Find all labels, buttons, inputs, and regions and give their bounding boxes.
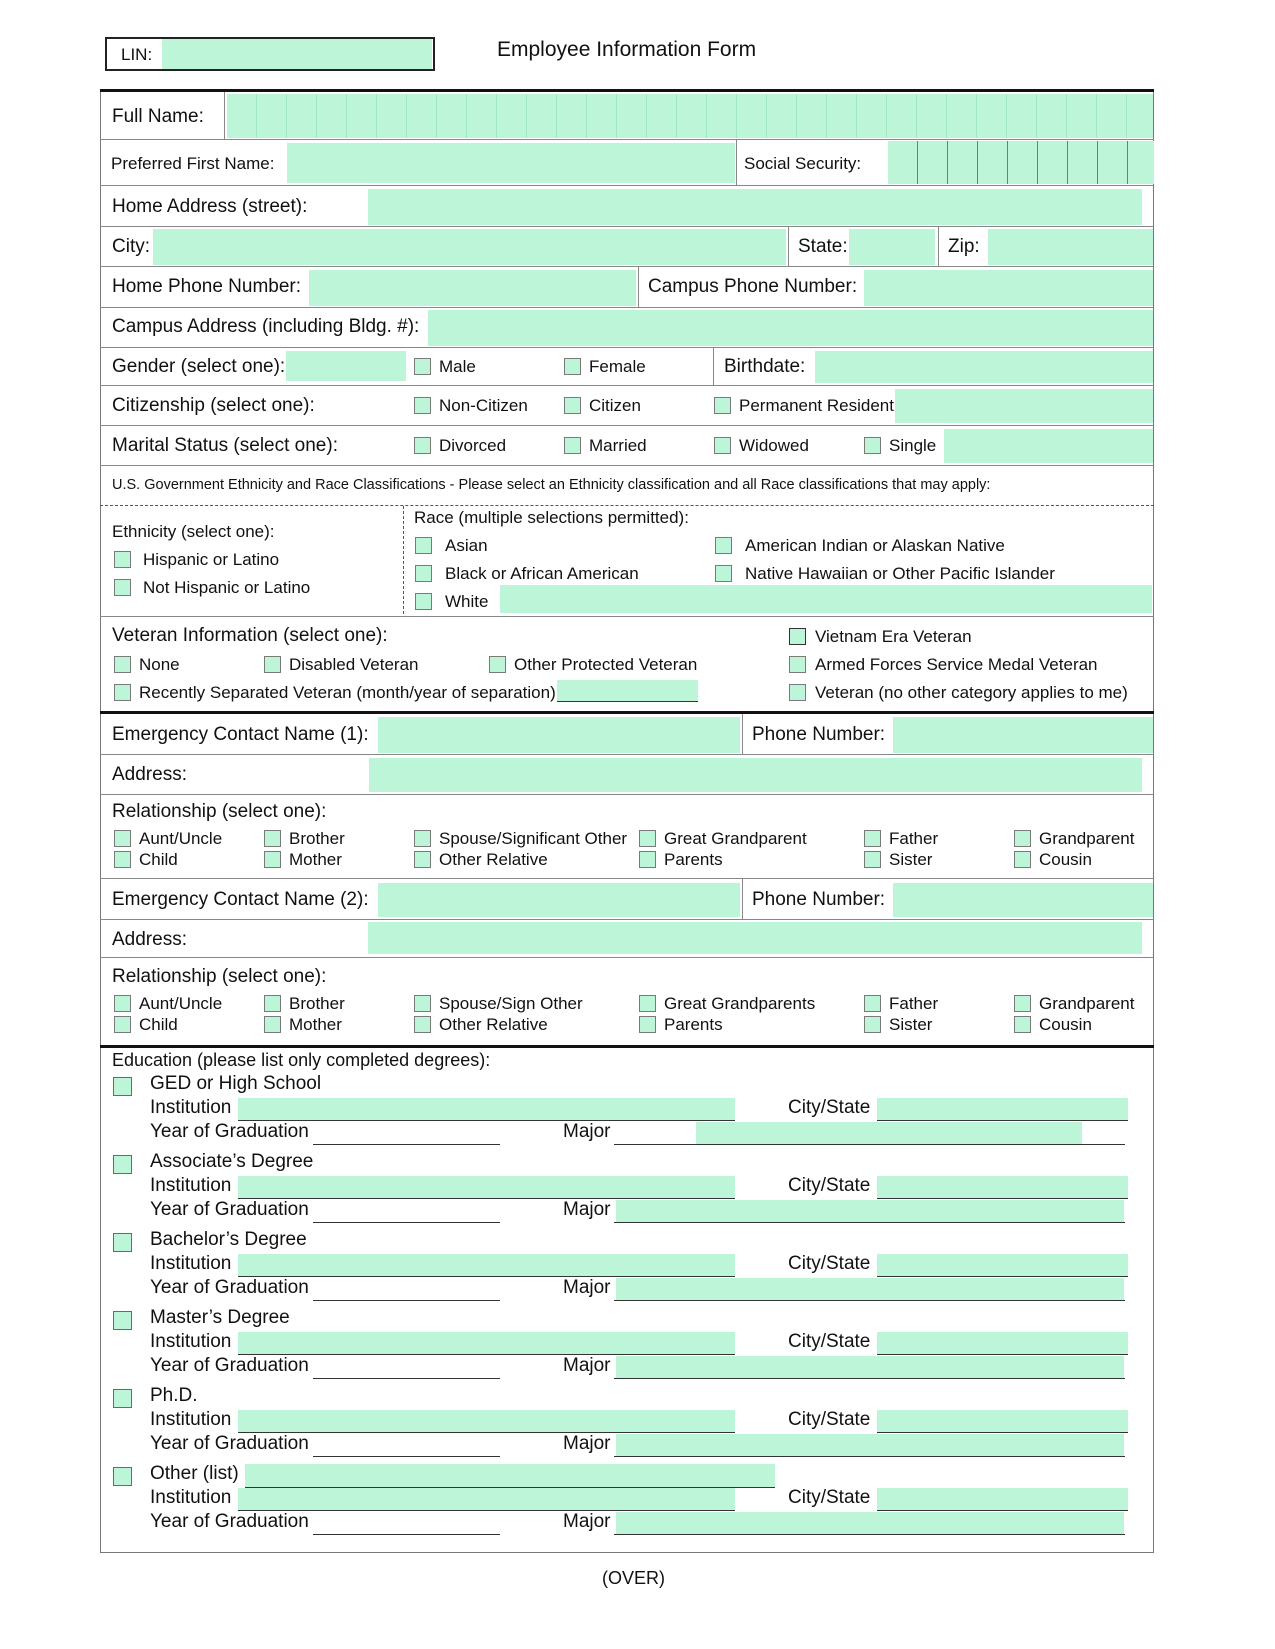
degree-3-label: Master’s Degree [150, 1307, 290, 1328]
emergency2-relationship-option-7-label: Parents [664, 1015, 723, 1034]
degree-5-major-field[interactable] [616, 1512, 1124, 1534]
emergency1-relationship-option-3-label: Mother [289, 850, 342, 869]
degree-2-checkbox[interactable] [113, 1233, 132, 1252]
veteran-armed-forces-label: Armed Forces Service Medal Veteran [815, 655, 1098, 674]
veteran-vietnam-checkbox[interactable] [789, 628, 806, 645]
emergency2-relationship-option-11-checkbox[interactable] [1014, 1016, 1031, 1033]
veteran-rule [100, 711, 1154, 714]
degree-4-major-label: Major [563, 1433, 611, 1454]
degree-3-major-field[interactable] [616, 1356, 1124, 1378]
degree-2-year-label: Year of Graduation [150, 1277, 309, 1298]
emergency2-relationship-option-5-checkbox[interactable] [414, 1016, 431, 1033]
degree-0-city-state-label: City/State [788, 1097, 871, 1118]
race-hawaiian-label: Native Hawaiian or Other Pacific Islander [745, 564, 1055, 583]
degree-4-major-underline [614, 1456, 1125, 1457]
emergency2-relationship-option-6-checkbox[interactable] [639, 995, 656, 1012]
emergency1-relationship-option-11-label: Cousin [1039, 850, 1092, 869]
emergency1-relationship-option-4-checkbox[interactable] [414, 830, 431, 847]
degree-5-year-underline [313, 1534, 500, 1535]
birthdate-field[interactable] [815, 351, 1153, 383]
degree-4-institution-label: Institution [150, 1409, 232, 1430]
degree-3-major-label: Major [563, 1355, 611, 1376]
degree-3-year-label: Year of Graduation [150, 1355, 309, 1376]
degree-3-major-underline [614, 1378, 1125, 1379]
ethnicity-dashed-rule [100, 505, 1154, 506]
degree-0-institution-field[interactable] [238, 1098, 735, 1121]
campus-address-label: Campus Address (including Bldg. #): [112, 316, 420, 337]
degree-3-checkbox[interactable] [113, 1311, 132, 1330]
degree-1-year-label: Year of Graduation [150, 1199, 309, 1220]
race-black-checkbox[interactable] [415, 565, 432, 582]
degree-5-name-field[interactable] [245, 1464, 775, 1488]
degree-4-checkbox[interactable] [113, 1389, 132, 1408]
degree-3-year-underline [313, 1378, 500, 1379]
ethnicity-not-hispanic-label: Not Hispanic or Latino [143, 578, 311, 597]
race-asian-label: Asian [445, 536, 488, 555]
emergency1-relationship-label: Relationship (select one): [112, 801, 327, 822]
home-phone-field[interactable] [309, 270, 636, 306]
emergency1-relationship-option-10-label: Grandparent [1039, 829, 1135, 848]
zip-field[interactable] [988, 229, 1153, 265]
degree-4-major-field[interactable] [616, 1434, 1124, 1456]
ssn-field[interactable] [888, 141, 1154, 184]
emergency1-name-label: Emergency Contact Name (1): [112, 724, 369, 745]
veteran-recently-separated-label: Recently Separated Veteran (month/year of separation) [139, 683, 556, 702]
degree-5-institution-label: Institution [150, 1487, 232, 1508]
ethnicity-intro: U.S. Government Ethnicity and Race Classifications - Please select an Ethnicity classification and all Race classifications that may apply: [112, 477, 991, 493]
emergency1-relationship-option-2-checkbox[interactable] [264, 830, 281, 847]
citizenship-field[interactable] [895, 389, 1153, 423]
ethnicity-label: Ethnicity (select one): [112, 522, 275, 541]
ethnicity-not-hispanic-checkbox[interactable] [114, 579, 131, 596]
emergency1-relationship-option-1-checkbox[interactable] [114, 851, 131, 868]
emergency1-relationship-option-3-checkbox[interactable] [264, 851, 281, 868]
degree-4-city-state-label: City/State [788, 1409, 871, 1430]
emergency2-relationship-option-10-checkbox[interactable] [1014, 995, 1031, 1012]
gender-label: Gender (select one): [112, 356, 286, 377]
degree-5-institution-field[interactable] [238, 1488, 735, 1511]
degree-2-institution-label: Institution [150, 1253, 232, 1274]
citizenship-noncitizen-label: Non-Citizen [439, 396, 528, 415]
citizenship-citizen-label: Citizen [589, 396, 641, 415]
lin-field[interactable] [162, 39, 432, 69]
emergency1-relationship-option-4-label: Spouse/Significant Other [439, 829, 628, 848]
emergency2-name-field[interactable] [378, 883, 740, 917]
degree-4-year-label: Year of Graduation [150, 1433, 309, 1454]
veteran-none-label: None [139, 655, 180, 674]
emergency2-relationship-option-0-checkbox[interactable] [114, 995, 131, 1012]
emergency1-relationship-option-0-checkbox[interactable] [114, 830, 131, 847]
veteran-disabled-label: Disabled Veteran [289, 655, 419, 674]
degree-2-major-underline [614, 1300, 1125, 1301]
home-phone-label: Home Phone Number: [112, 276, 302, 297]
degree-3-institution-label: Institution [150, 1331, 232, 1352]
veteran-none-checkbox[interactable] [114, 656, 131, 673]
race-white-checkbox[interactable] [415, 593, 432, 610]
veteran-armed-forces-checkbox[interactable] [789, 656, 806, 673]
degree-1-institution-field[interactable] [238, 1176, 735, 1199]
marital-widowed-label: Widowed [739, 436, 809, 455]
emergency2-address-label: Address: [112, 929, 187, 950]
emergency1-address-field[interactable] [369, 758, 1142, 792]
emergency1-relationship-option-5-label: Other Relative [439, 850, 548, 869]
emergency2-phone-label: Phone Number: [752, 889, 886, 910]
degree-1-label: Associate’s Degree [150, 1151, 314, 1172]
preferred-name-field[interactable] [287, 143, 735, 183]
birthdate-label: Birthdate: [724, 356, 806, 377]
emergency2-address-field[interactable] [368, 922, 1142, 954]
degree-5-city-state-field[interactable] [877, 1488, 1128, 1511]
emergency1-relationship-option-9-checkbox[interactable] [864, 851, 881, 868]
marital-divorced-label: Divorced [439, 436, 507, 455]
emergency1-address-label: Address: [112, 764, 187, 785]
degree-0-institution-label: Institution [150, 1097, 232, 1118]
degree-2-major-field[interactable] [616, 1278, 1124, 1300]
education-label: Education (please list only completed degrees): [112, 1050, 491, 1070]
degree-2-city-state-label: City/State [788, 1253, 871, 1274]
veteran-disabled-checkbox[interactable] [264, 656, 281, 673]
emergency1-phone-field[interactable] [893, 717, 1153, 753]
ethnicity-hispanic-label: Hispanic or Latino [143, 550, 280, 569]
emergency2-relationship-option-9-label: Sister [889, 1015, 933, 1034]
emergency1-relationship-option-8-label: Father [889, 829, 939, 848]
citizenship-noncitizen-checkbox[interactable] [414, 397, 431, 414]
citizenship-citizen-checkbox[interactable] [564, 397, 581, 414]
home-address-label: Home Address (street): [112, 196, 308, 217]
ethnicity-hispanic-checkbox[interactable] [114, 551, 131, 568]
degree-2-city-state-field[interactable] [877, 1254, 1128, 1277]
veteran-label: Veteran Information (select one): [112, 625, 388, 646]
emergency1-relationship-option-11-checkbox[interactable] [1014, 851, 1031, 868]
emergency2-relationship-option-9-checkbox[interactable] [864, 1016, 881, 1033]
home-address-field[interactable] [368, 189, 1142, 225]
gender-field[interactable] [286, 351, 406, 381]
degree-3-city-state-field[interactable] [877, 1332, 1128, 1355]
emergency2-relationship-option-1-checkbox[interactable] [114, 1016, 131, 1033]
race-black-label: Black or African American [445, 564, 639, 583]
full-name-label: Full Name: [112, 106, 204, 127]
emergency2-relationship-option-8-label: Father [889, 994, 939, 1013]
emergency2-relationship-option-3-label: Mother [289, 1015, 342, 1034]
emergency2-relationship-option-11-label: Cousin [1039, 1015, 1092, 1034]
emergency2-relationship-option-4-checkbox[interactable] [414, 995, 431, 1012]
degree-2-major-label: Major [563, 1277, 611, 1298]
emergency2-relationship-option-4-label: Spouse/Sign Other [439, 994, 583, 1013]
emergency2-relationship-option-2-label: Brother [289, 994, 345, 1013]
marital-label: Marital Status (select one): [112, 435, 338, 456]
degree-5-year-label: Year of Graduation [150, 1511, 309, 1532]
race-american-indian-checkbox[interactable] [715, 537, 732, 554]
emergency2-relationship-option-5-label: Other Relative [439, 1015, 548, 1034]
degree-4-institution-field[interactable] [238, 1410, 735, 1433]
veteran-no-other-checkbox[interactable] [789, 684, 806, 701]
emergency2-relationship-option-1-label: Child [139, 1015, 178, 1034]
marital-divorced-checkbox[interactable] [414, 437, 431, 454]
emergency2-phone-field[interactable] [893, 883, 1153, 917]
degree-0-major-label: Major [563, 1121, 611, 1142]
over-note: (OVER) [602, 1568, 665, 1588]
race-american-indian-label: American Indian or Alaskan Native [745, 536, 1005, 555]
ethnicity-dashed-divider [403, 506, 404, 614]
degree-0-year-label: Year of Graduation [150, 1121, 309, 1142]
lin-label: LIN: [121, 45, 153, 64]
emergency2-relationship-option-0-label: Aunt/Uncle [139, 994, 223, 1013]
degree-1-institution-label: Institution [150, 1175, 232, 1196]
ssn-label: Social Security: [744, 154, 862, 173]
degree-2-year-underline [313, 1300, 500, 1301]
degree-3-institution-field[interactable] [238, 1332, 735, 1355]
city-field[interactable] [153, 229, 786, 265]
emergency1-relationship-option-8-checkbox[interactable] [864, 830, 881, 847]
state-label: State: [798, 236, 848, 257]
marital-single-label: Single [889, 436, 937, 455]
citizenship-resident-label: Permanent Resident [739, 396, 894, 415]
gender-female-checkbox[interactable] [564, 358, 581, 375]
degree-4-city-state-field[interactable] [877, 1410, 1128, 1433]
emergency1-relationship-option-5-checkbox[interactable] [414, 851, 431, 868]
emergency2-name-label: Emergency Contact Name (2): [112, 889, 369, 910]
veteran-other-protected-checkbox[interactable] [489, 656, 506, 673]
degree-1-city-state-label: City/State [788, 1175, 871, 1196]
race-asian-checkbox[interactable] [415, 537, 432, 554]
degree-1-checkbox[interactable] [113, 1155, 132, 1174]
degree-1-major-underline [614, 1222, 1125, 1223]
full-name-field[interactable] [227, 94, 1153, 138]
emergency2-relationship-label: Relationship (select one): [112, 966, 327, 987]
emergency1-relationship-option-0-label: Aunt/Uncle [139, 829, 223, 848]
emergency1-phone-label: Phone Number: [752, 724, 886, 745]
emergency1-relationship-option-6-label: Great Grandparent [664, 829, 807, 848]
veteran-no-other-label: Veteran (no other category applies to me) [815, 683, 1128, 702]
veteran-separation-date-field[interactable] [557, 680, 698, 702]
race-hawaiian-checkbox[interactable] [715, 565, 732, 582]
veteran-recently-separated-checkbox[interactable] [114, 684, 131, 701]
marital-widowed-checkbox[interactable] [714, 437, 731, 454]
marital-married-checkbox[interactable] [564, 437, 581, 454]
veteran-other-protected-label: Other Protected Veteran [514, 655, 698, 674]
emergency2-relationship-option-10-label: Grandparent [1039, 994, 1135, 1013]
degree-5-major-underline [614, 1534, 1125, 1535]
degree-0-year-underline [313, 1144, 500, 1145]
emergency2-relationship-option-3-checkbox[interactable] [264, 1016, 281, 1033]
degree-0-city-state-field[interactable] [877, 1098, 1128, 1121]
campus-address-field[interactable] [428, 310, 1153, 346]
campus-phone-field[interactable] [864, 270, 1153, 306]
zip-label: Zip: [948, 236, 980, 257]
degree-0-checkbox[interactable] [113, 1077, 132, 1096]
emergency2-relationship-option-2-checkbox[interactable] [264, 995, 281, 1012]
gender-male-checkbox[interactable] [414, 358, 431, 375]
degree-1-year-underline [313, 1222, 500, 1223]
degree-1-major-field[interactable] [616, 1200, 1124, 1222]
degree-5-label: Other (list) [150, 1463, 239, 1484]
degree-0-major-underline [614, 1144, 1125, 1145]
emergency1-relationship-option-2-label: Brother [289, 829, 345, 848]
gender-male-label: Male [439, 357, 476, 376]
citizenship-resident-checkbox[interactable] [714, 397, 731, 414]
emergency2-relationship-option-7-checkbox[interactable] [639, 1016, 656, 1033]
marital-married-label: Married [589, 436, 647, 455]
race-white-label: White [445, 592, 489, 611]
campus-phone-label: Campus Phone Number: [648, 276, 858, 297]
degree-1-major-label: Major [563, 1199, 611, 1220]
page-title: Employee Information Form [497, 38, 757, 61]
degree-5-major-label: Major [563, 1511, 611, 1532]
gender-female-label: Female [589, 357, 646, 376]
degree-0-label: GED or High School [150, 1073, 322, 1094]
emergency1-relationship-option-1-label: Child [139, 850, 178, 869]
degree-5-city-state-label: City/State [788, 1487, 871, 1508]
degree-2-label: Bachelor’s Degree [150, 1229, 307, 1250]
preferred-name-label: Preferred First Name: [111, 154, 275, 173]
degree-3-city-state-label: City/State [788, 1331, 871, 1352]
degree-2-institution-field[interactable] [238, 1254, 735, 1277]
emergency1-relationship-option-10-checkbox[interactable] [1014, 830, 1031, 847]
emergency2-relationship-option-6-label: Great Grandparents [664, 994, 816, 1013]
education-rule [100, 1045, 1154, 1048]
emergency1-relationship-option-9-label: Sister [889, 850, 933, 869]
veteran-vietnam-label: Vietnam Era Veteran [815, 627, 972, 646]
marital-field[interactable] [944, 429, 1153, 463]
degree-4-label: Ph.D. [150, 1385, 198, 1406]
marital-single-checkbox[interactable] [864, 437, 881, 454]
emergency1-name-field[interactable] [378, 717, 740, 753]
race-field[interactable] [500, 585, 1152, 613]
citizenship-label: Citizenship (select one): [112, 395, 315, 416]
degree-1-city-state-field[interactable] [877, 1176, 1128, 1199]
degree-0-major-field[interactable] [696, 1122, 1082, 1144]
emergency1-relationship-option-7-label: Parents [664, 850, 723, 869]
city-label: City: [112, 236, 150, 257]
top-rule [100, 89, 1154, 92]
degree-5-checkbox[interactable] [113, 1467, 132, 1486]
race-label: Race (multiple selections permitted): [414, 508, 689, 527]
emergency2-relationship-option-8-checkbox[interactable] [864, 995, 881, 1012]
degree-4-year-underline [313, 1456, 500, 1457]
emergency1-relationship-option-6-checkbox[interactable] [639, 830, 656, 847]
emergency1-relationship-option-7-checkbox[interactable] [639, 851, 656, 868]
state-field[interactable] [849, 229, 935, 265]
